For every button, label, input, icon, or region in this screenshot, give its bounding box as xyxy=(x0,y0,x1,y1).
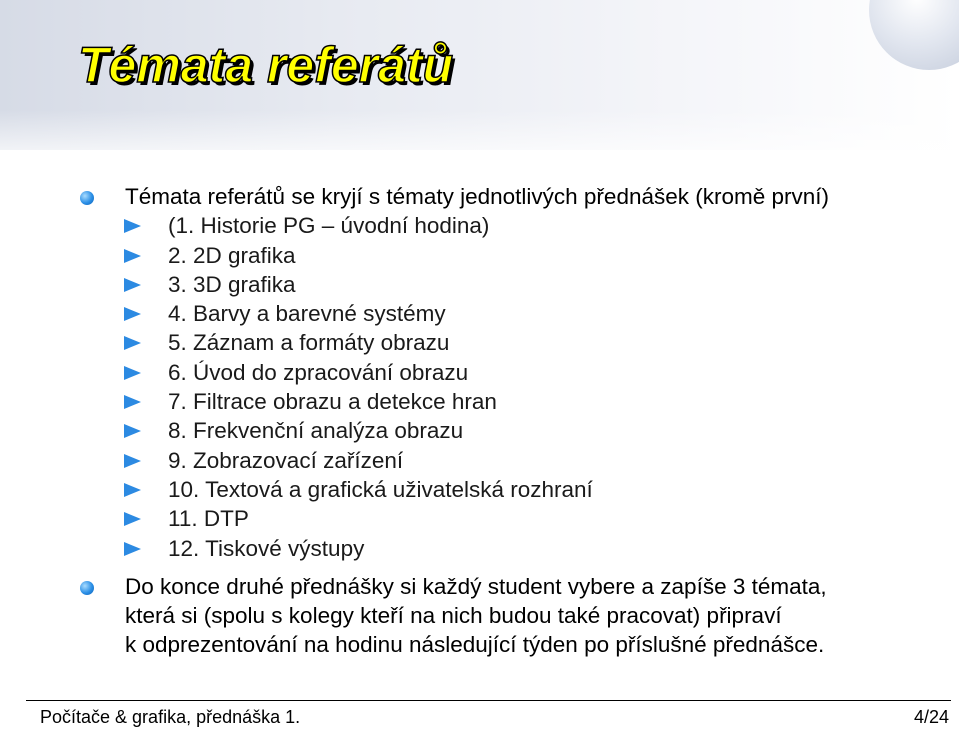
blue-arrow-bullet-icon xyxy=(124,307,141,321)
blue-arrow-bullet-icon xyxy=(124,249,141,263)
topic-item xyxy=(76,270,946,299)
footer-divider xyxy=(26,700,951,701)
header-fade xyxy=(0,110,959,170)
topic-text: 7. Filtrace obrazu a detekce hran xyxy=(168,389,497,415)
topic-item xyxy=(76,211,946,240)
slide-content xyxy=(76,182,946,660)
topic-item xyxy=(76,534,946,563)
topic-item xyxy=(76,358,946,387)
topic-item xyxy=(76,241,946,270)
topic-text: 8. Frekvenční analýza obrazu xyxy=(168,418,464,444)
topic-text: 10. Textová a grafická uživatelská rozhraní xyxy=(168,476,593,502)
topic-text: 4. Barvy a barevné systémy xyxy=(168,301,446,327)
blue-arrow-bullet-icon xyxy=(124,424,141,438)
topic-item xyxy=(76,504,946,533)
blue-arrow-bullet-icon xyxy=(124,278,141,292)
topic-item xyxy=(76,299,946,328)
topic-text: (1. Historie PG – úvodní hodina) xyxy=(168,213,490,239)
blue-orb-bullet-icon xyxy=(80,581,94,595)
instruction-line: která si (spolu s kolegy kteří na nich budou také pracovat) připraví xyxy=(125,603,782,629)
instruction-line: k odprezentování na hodinu následující týden po příslušné přednášce. xyxy=(125,632,825,658)
instruction-line: Do konce druhé přednášky si každý student vybere a zapíše 3 témata, xyxy=(125,573,827,599)
blue-arrow-bullet-icon xyxy=(124,483,141,497)
footer-course: Počítače & grafika, přednáška 1. xyxy=(40,707,301,727)
footer-page-number: 4/24 xyxy=(913,707,949,727)
blue-arrow-bullet-icon xyxy=(124,219,141,233)
slide-title: Témata referátů xyxy=(78,37,454,93)
blue-arrow-bullet-icon xyxy=(124,542,141,556)
blue-arrow-bullet-icon xyxy=(124,512,141,526)
topic-text: 6. Úvod do zpracování obrazu xyxy=(168,359,469,385)
topic-text: 11. DTP xyxy=(168,506,249,532)
intro-item xyxy=(76,182,946,211)
spacer xyxy=(76,563,946,572)
topic-text: 3. 3D grafika xyxy=(168,271,296,297)
topic-text: 5. Záznam a formáty obrazu xyxy=(168,330,450,356)
topic-item xyxy=(76,416,946,445)
topic-item xyxy=(76,328,946,357)
intro-text: Témata referátů se kryjí s tématy jednotlivých přednášek (kromě první) xyxy=(125,184,830,209)
topic-item xyxy=(76,475,946,504)
blue-arrow-bullet-icon xyxy=(124,454,141,468)
topic-item xyxy=(76,387,946,416)
instruction-item xyxy=(76,572,946,660)
topic-item xyxy=(76,446,946,475)
blue-arrow-bullet-icon xyxy=(124,395,141,409)
blue-arrow-bullet-icon xyxy=(124,336,141,350)
blue-arrow-bullet-icon xyxy=(124,366,141,380)
topic-text: 12. Tiskové výstupy xyxy=(168,535,365,561)
blue-orb-bullet-icon xyxy=(80,191,94,205)
topic-text: 2. 2D grafika xyxy=(168,242,296,268)
topic-text: 9. Zobrazovací zařízení xyxy=(168,447,404,473)
